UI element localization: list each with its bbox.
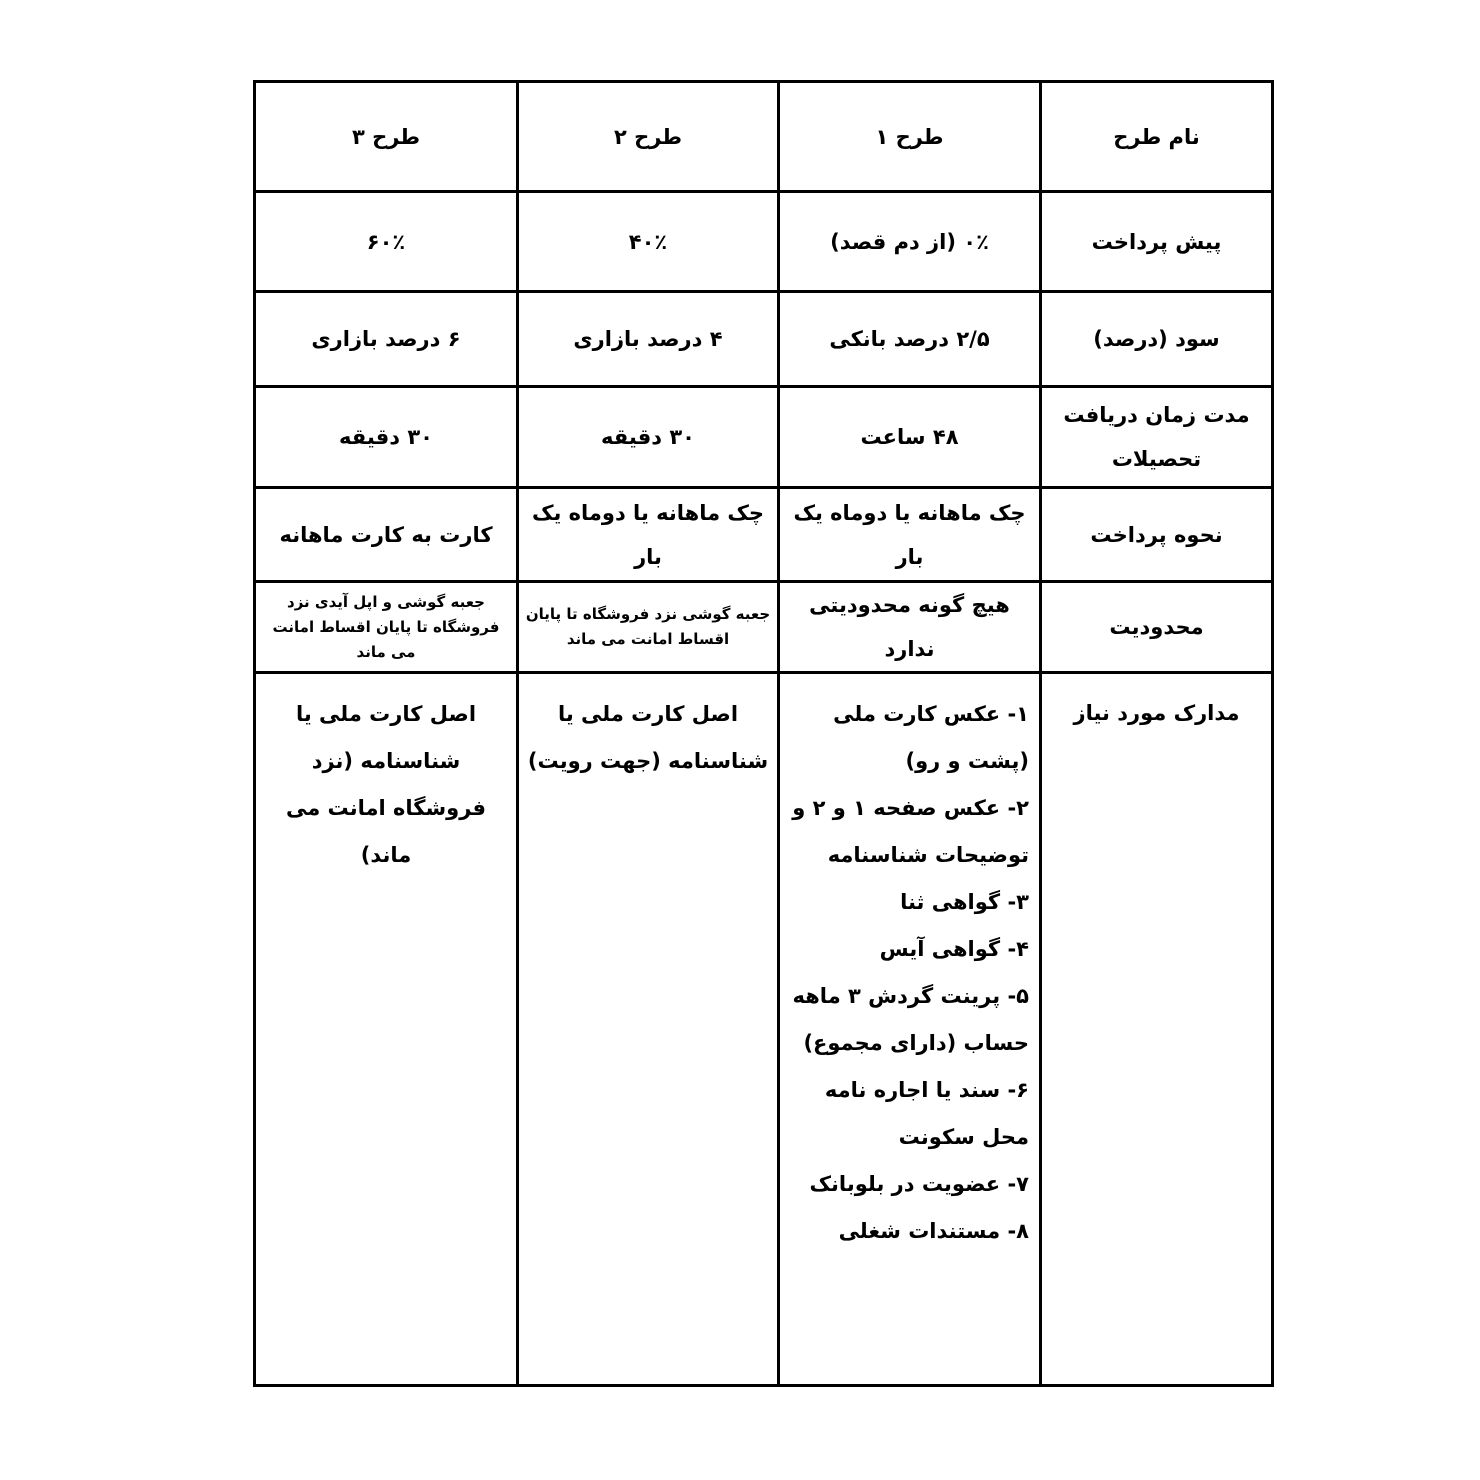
row-label: پیش پرداخت xyxy=(1041,192,1273,292)
table-row xyxy=(255,488,1273,582)
table-row xyxy=(255,387,1273,488)
plan-1-documents-list xyxy=(779,673,1041,1386)
table-row xyxy=(255,582,1273,673)
list-item: ۷- عضویت در بلوبانک xyxy=(809,1172,1029,1196)
documents-row xyxy=(255,673,1273,1386)
list-item: ۴- گواهی آیس xyxy=(879,937,1029,961)
list-item: ۳- گواهی ثنا xyxy=(900,890,1029,914)
header-plan-3: طرح ۳ xyxy=(255,82,518,192)
cell: ۴ درصد بازاری xyxy=(518,292,779,387)
cell: کارت به کارت ماهانه xyxy=(255,488,518,582)
cell: ۲/۵ درصد بانکی xyxy=(779,292,1041,387)
header-plan-name: نام طرح xyxy=(1041,82,1273,192)
cell: جعبه گوشی نزد فروشگاه تا پایان اقساط امانت می ماند xyxy=(518,582,779,673)
cell: جعبه گوشی و اپل آیدی نزد فروشگاه تا پایان اقساط امانت می ماند xyxy=(255,582,518,673)
plan-2-documents: اصل کارت ملی یا شناسنامه (جهت رویت) xyxy=(518,673,779,1386)
list-item: ۲- عکس صفحه ۱ و ۲ و توضیحات شناسنامه xyxy=(792,796,1029,867)
table-row xyxy=(255,192,1273,292)
row-label: مدت زمان دریافت تحصیلات xyxy=(1041,387,1273,488)
list-item: ۵- پرینت گردش ۳ ماهه حساب (دارای مجموع) xyxy=(792,984,1029,1055)
header-plan-2: طرح ۲ xyxy=(518,82,779,192)
cell: ۴۸ ساعت xyxy=(779,387,1041,488)
row-label: محدودیت xyxy=(1041,582,1273,673)
cell: ۶۰٪ xyxy=(255,192,518,292)
plan-3-documents: اصل کارت ملی یا شناسنامه (نزد فروشگاه امانت می ماند) xyxy=(255,673,518,1386)
cell: چک ماهانه یا دوماه یک بار xyxy=(779,488,1041,582)
cell: ۶ درصد بازاری xyxy=(255,292,518,387)
header-row xyxy=(255,82,1273,192)
table-row xyxy=(255,292,1273,387)
row-label: سود (درصد) xyxy=(1041,292,1273,387)
row-label: نحوه پرداخت xyxy=(1041,488,1273,582)
cell: چک ماهانه یا دوماه یک بار xyxy=(518,488,779,582)
cell: ۴۰٪ xyxy=(518,192,779,292)
cell: ۰٪ (از دم قصد) xyxy=(779,192,1041,292)
cell: ۳۰ دقیقه xyxy=(255,387,518,488)
list-item: ۸- مستندات شغلی xyxy=(838,1219,1029,1243)
list-item: ۶- سند یا اجاره نامه محل سکونت xyxy=(824,1078,1029,1149)
cell: ۳۰ دقیقه xyxy=(518,387,779,488)
list-item: ۱- عکس کارت ملی (پشت و رو) xyxy=(833,702,1029,773)
cell: هیچ گونه محدودیتی ندارد xyxy=(779,582,1041,673)
header-plan-1: طرح ۱ xyxy=(779,82,1041,192)
row-label: مدارک مورد نیاز xyxy=(1041,673,1273,1386)
plans-comparison-table xyxy=(253,80,1274,1387)
